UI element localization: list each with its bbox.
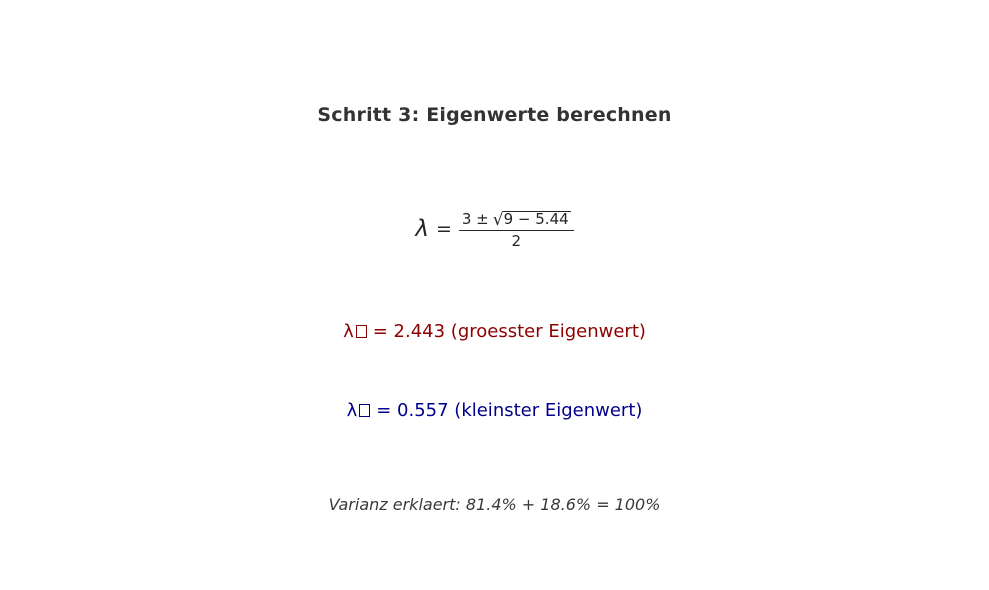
eigenvalue-min-text: = 0.557 (kleinster Eigenwert) [376, 400, 643, 421]
square-root [493, 211, 571, 228]
slide-title: Schritt 3: Eigenwerte berechnen [317, 104, 672, 126]
numerator-prefix: 3 ± [461, 209, 489, 228]
missing-glyph-box [359, 404, 370, 417]
eigenvalue-max-line [0, 321, 989, 342]
radicand: 9 − 5.44 [503, 209, 569, 228]
variance-note: Varianz erklaert: 81.4% + 18.6% = 100% [328, 495, 661, 514]
radical-sign: √ [492, 209, 504, 230]
formula-equals-sign: = [435, 217, 452, 240]
missing-glyph-box [356, 325, 367, 338]
lambda-symbol: λ [343, 321, 354, 342]
lambda-symbol: λ [346, 400, 358, 421]
fraction-denominator: 2 [511, 231, 522, 250]
eigenvalue-max-text: = 2.443 (groesster Eigenwert) [372, 321, 646, 342]
eigenvalue-min-line [0, 400, 989, 421]
formula-fraction [459, 209, 574, 250]
formula-lambda: λ [415, 215, 429, 242]
fraction-numerator [459, 209, 574, 231]
eigenvalue-formula [0, 205, 989, 253]
